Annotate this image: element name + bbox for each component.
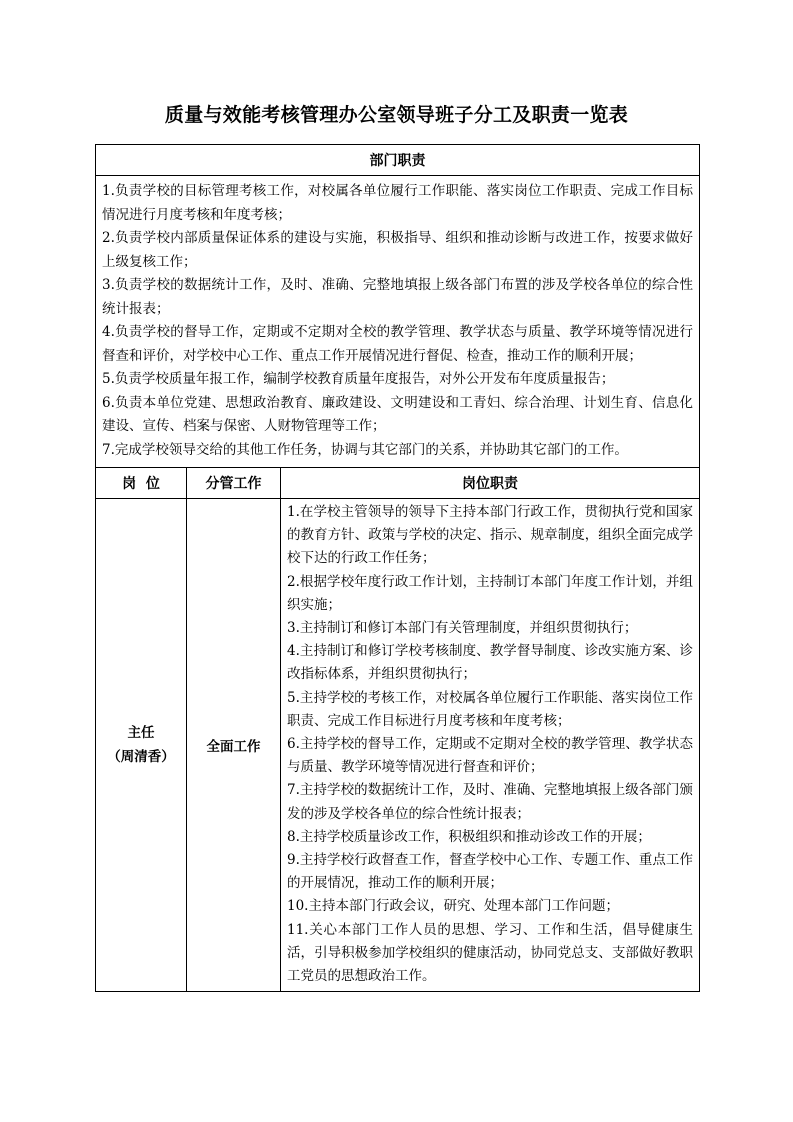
department-duties-header: 部门职责 (96, 145, 700, 176)
post-duties-cell (281, 499, 700, 992)
post-person: （周清香） (107, 749, 175, 766)
duty-table (95, 144, 700, 992)
post-duty-item: 6.主持学校的督导工作，定期或不定期对全校的教学管理、教学状态与质量、教学环境等情况进行督查和评价； (287, 736, 693, 776)
department-duty-item: 7.完成学校领导交给的其他工作任务，协调与其它部门的关系，并协助其它部门的工作。 (102, 441, 628, 458)
post-duty-item: 2.根据学校年度行政工作计划，主持制订本部门年度工作计划，并组织实施； (287, 573, 693, 613)
post-duty-item: 4.主持制订和修订学校考核制度、教学督导制度、诊改实施方案、诊改指标体系，并组织贯彻执行； (287, 643, 693, 683)
post-duty-item: 5.主持学校的考核工作，对校属各单位履行工作职能、落实岗位工作职责、完成工作目标进行月度考核和年度考核； (287, 689, 693, 729)
column-header-row (96, 468, 700, 499)
post-duty-item: 9.主持学校行政督查工作，督查学校中心工作、专题工作、重点工作的开展情况，推动工作的顺利开展； (287, 852, 693, 892)
department-duty-item: 4.负责学校的督导工作，定期或不定期对全校的教学管理、教学状态与质量、教学环境等情况进行督查和评价，对学校中心工作、重点工作开展情况进行督促、检查，推动工作的顺利开展； (102, 324, 693, 364)
department-duty-item: 5.负责学校质量年报工作，编制学校教育质量年度报告，对外公开发布年度质量报告； (102, 371, 615, 387)
department-duty-item: 2.负责学校内部质量保证体系的建设与实施，积极指导、组织和推动诊断与改进工作，按要求做好上级复核工作； (102, 230, 693, 270)
scope-column-header: 分管工作 (187, 468, 281, 499)
department-duty-item: 6.负责本单位党建、思想政治教育、廉政建设、文明建设和工青妇、综合治理、计划生育、信息化建设、宣传、档案与保密、人财物管理等工作； (102, 394, 693, 434)
scope-cell: 全面工作 (187, 499, 281, 992)
post-title: 主任 (127, 725, 155, 742)
department-duties-cell (96, 176, 700, 468)
table-row (96, 499, 700, 992)
post-duty-item: 3.主持制订和修订本部门有关管理制度，并组织贯彻执行； (287, 620, 638, 637)
post-cell (96, 499, 187, 992)
post-column-header: 岗 位 (96, 468, 187, 499)
post-duty-item: 1.在学校主管领导的领导下主持本部门行政工作，贯彻执行党和国家的教育方针、政策与学校的决定、指示、规章制度，组织全面完成学校下达的行政工作任务； (287, 504, 693, 567)
post-duty-item: 11.关心本部门工作人员的思想、学习、工作和生活，倡导健康生活，引导积极参加学校组织的健康活动，协同党总支、支部做好教职工党员的思想政治工作。 (287, 921, 693, 985)
duties-column-header: 岗位职责 (281, 468, 700, 499)
post-duty-item: 10.主持本部门行政会议，研究、处理本部门工作问题； (287, 898, 619, 915)
post-duty-item: 8.主持学校质量诊改工作，积极组织和推动诊改工作的开展； (287, 828, 651, 845)
department-duties-row (96, 176, 700, 468)
department-header-row (96, 145, 700, 176)
page-title: 质量与效能考核管理办公室领导班子分工及职责一览表 (164, 104, 629, 126)
department-duty-item: 1.负责学校的目标管理考核工作，对校属各单位履行工作职能、落实岗位工作职责、完成工作目标情况进行月度考核和年度考核； (102, 183, 693, 223)
department-duty-item: 3.负责学校的数据统计工作，及时、准确、完整地填报上级各部门布置的涉及学校各单位的综合性统计报表； (102, 277, 693, 317)
post-duty-item: 7.主持学校的数据统计工作，及时、准确、完整地填报上级各部门颁发的涉及学校各单位的综合性统计报表； (287, 782, 693, 822)
